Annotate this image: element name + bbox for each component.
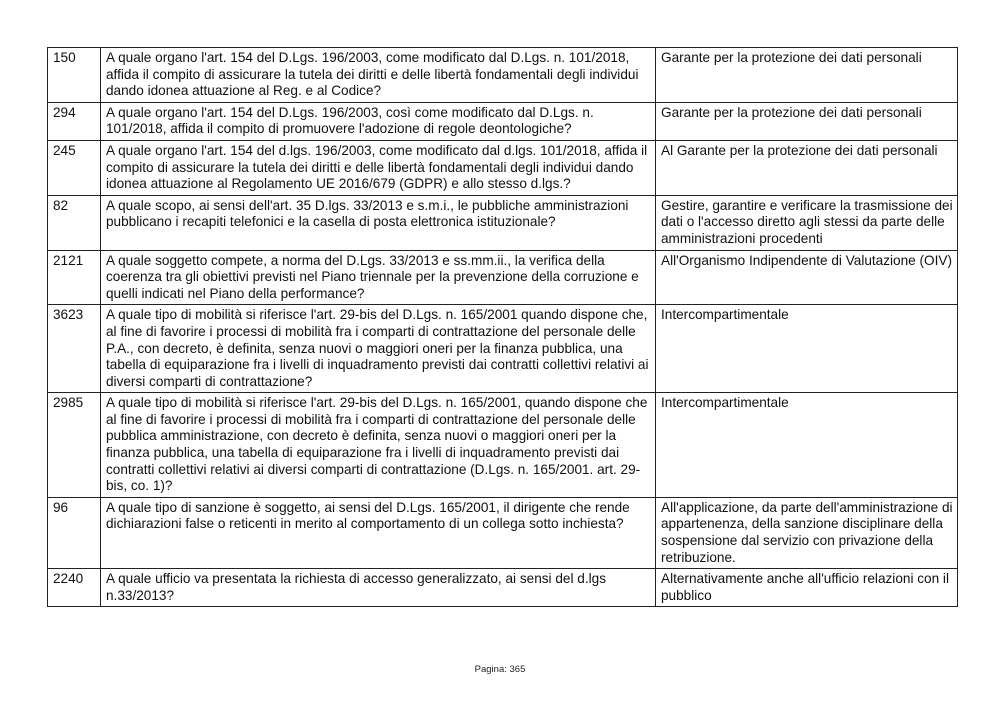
table-row — [48, 497, 958, 568]
table-row — [48, 140, 958, 195]
answer-text: Garante per la protezione dei dati personali — [656, 48, 958, 103]
table-row — [48, 102, 958, 140]
question-text: A quale tipo di mobilità si riferisce l'art. 29-bis del D.Lgs. n. 165/2001, quando dispone che al fine di favorire i processi di mobilità fra i comparti di contrattazione del personale delle pubblica amministrazione, con decreto è definita, senza nuovi o maggiori oneri per la finanza pubblica, una tabella di equiparazione fra i livelli di inquadramento previsti dai contratti collettivi relativi ai diversi comparti di contrattazione (D.Lgs. n. 165/2001. art. 29-bis, co. 1)? — [101, 393, 656, 498]
question-text: A quale scopo, ai sensi dell'art. 35 D.lgs. 33/2013 e s.m.i., le pubbliche amministrazioni pubblicano i recapiti telefonici e la casella di posta elettronica istituzionale? — [101, 195, 656, 250]
question-id: 2985 — [48, 393, 101, 498]
answer-text: All'Organismo Indipendente di Valutazione (OIV) — [656, 250, 958, 305]
page-number: Pagina: 365 — [474, 664, 526, 675]
question-text: A quale organo l'art. 154 del D.Lgs. 196/2003, come modificato dal D.Lgs. n. 101/2018, affida il compito di assicurare la tutela dei diritti e delle libertà fondamentali degli individui dando idonea attuazione al Reg. e al Codice? — [101, 48, 656, 103]
question-text: A quale ufficio va presentata la richiesta di accesso generalizzato, ai sensi del d.lgs n.33/2013? — [101, 569, 656, 607]
answer-text: Gestire, garantire e verificare la trasmissione dei dati o l'accesso diretto agli stessi da parte delle amministrazioni procedenti — [656, 195, 958, 250]
question-text: A quale tipo di mobilità si riferisce l'art. 29-bis del D.Lgs. n. 165/2001 quando dispone che, al fine di favorire i processi di mobilità fra i comparti di contrattazione del personale delle P.A., con decreto, è definita, senza nuovi o maggiori oneri per la finanza pubblica, una tabella di equiparazione fra i livelli di inquadramento previsti dai contratti collettivi relativi ai diversi comparti di contrattazione? — [101, 305, 656, 393]
table-row — [48, 393, 958, 498]
table-row — [48, 48, 958, 103]
question-id: 3623 — [48, 305, 101, 393]
answer-text: All'applicazione, da parte dell'amministrazione di appartenenza, della sanzione disciplinare della sospensione dal servizio con privazione della retribuzione. — [656, 497, 958, 568]
question-id: 245 — [48, 140, 101, 195]
table-row — [48, 195, 958, 250]
question-id: 150 — [48, 48, 101, 103]
question-text: A quale organo l'art. 154 del D.Lgs. 196/2003, così come modificato dal D.Lgs. n. 101/2018, affida il compito di promuovere l'adozione di regole deontologiche? — [101, 102, 656, 140]
table-row — [48, 250, 958, 305]
answer-text: Intercompartimentale — [656, 305, 958, 393]
question-id: 82 — [48, 195, 101, 250]
table-row — [48, 305, 958, 393]
question-id: 294 — [48, 102, 101, 140]
question-id: 2121 — [48, 250, 101, 305]
question-text: A quale soggetto compete, a norma del D.Lgs. 33/2013 e ss.mm.ii., la verifica della coerenza tra gli obiettivi previsti nel Piano triennale per la prevenzione della corruzione e quelli indicati nel Piano della performance? — [101, 250, 656, 305]
qa-table — [47, 47, 958, 607]
question-text: A quale tipo di sanzione è soggetto, ai sensi del D.Lgs. 165/2001, il dirigente che rende dichiarazioni false o reticenti in merito al comportamento di un collega sotto inchiesta? — [101, 497, 656, 568]
answer-text: Garante per la protezione dei dati personali — [656, 102, 958, 140]
question-id: 96 — [48, 497, 101, 568]
answer-text: Al Garante per la protezione dei dati personali — [656, 140, 958, 195]
answer-text: Intercompartimentale — [656, 393, 958, 498]
answer-text: Alternativamente anche all'ufficio relazioni con il pubblico — [656, 569, 958, 607]
question-text: A quale organo l'art. 154 del d.lgs. 196/2003, come modificato dal d.lgs. 101/2018, affida il compito di assicurare la tutela dei diritti e delle libertà fondamentali degli individui dando idonea attuazione al Regolamento UE 2016/679 (GDPR) e allo stesso d.lgs.? — [101, 140, 656, 195]
question-id: 2240 — [48, 569, 101, 607]
table-row — [48, 569, 958, 607]
